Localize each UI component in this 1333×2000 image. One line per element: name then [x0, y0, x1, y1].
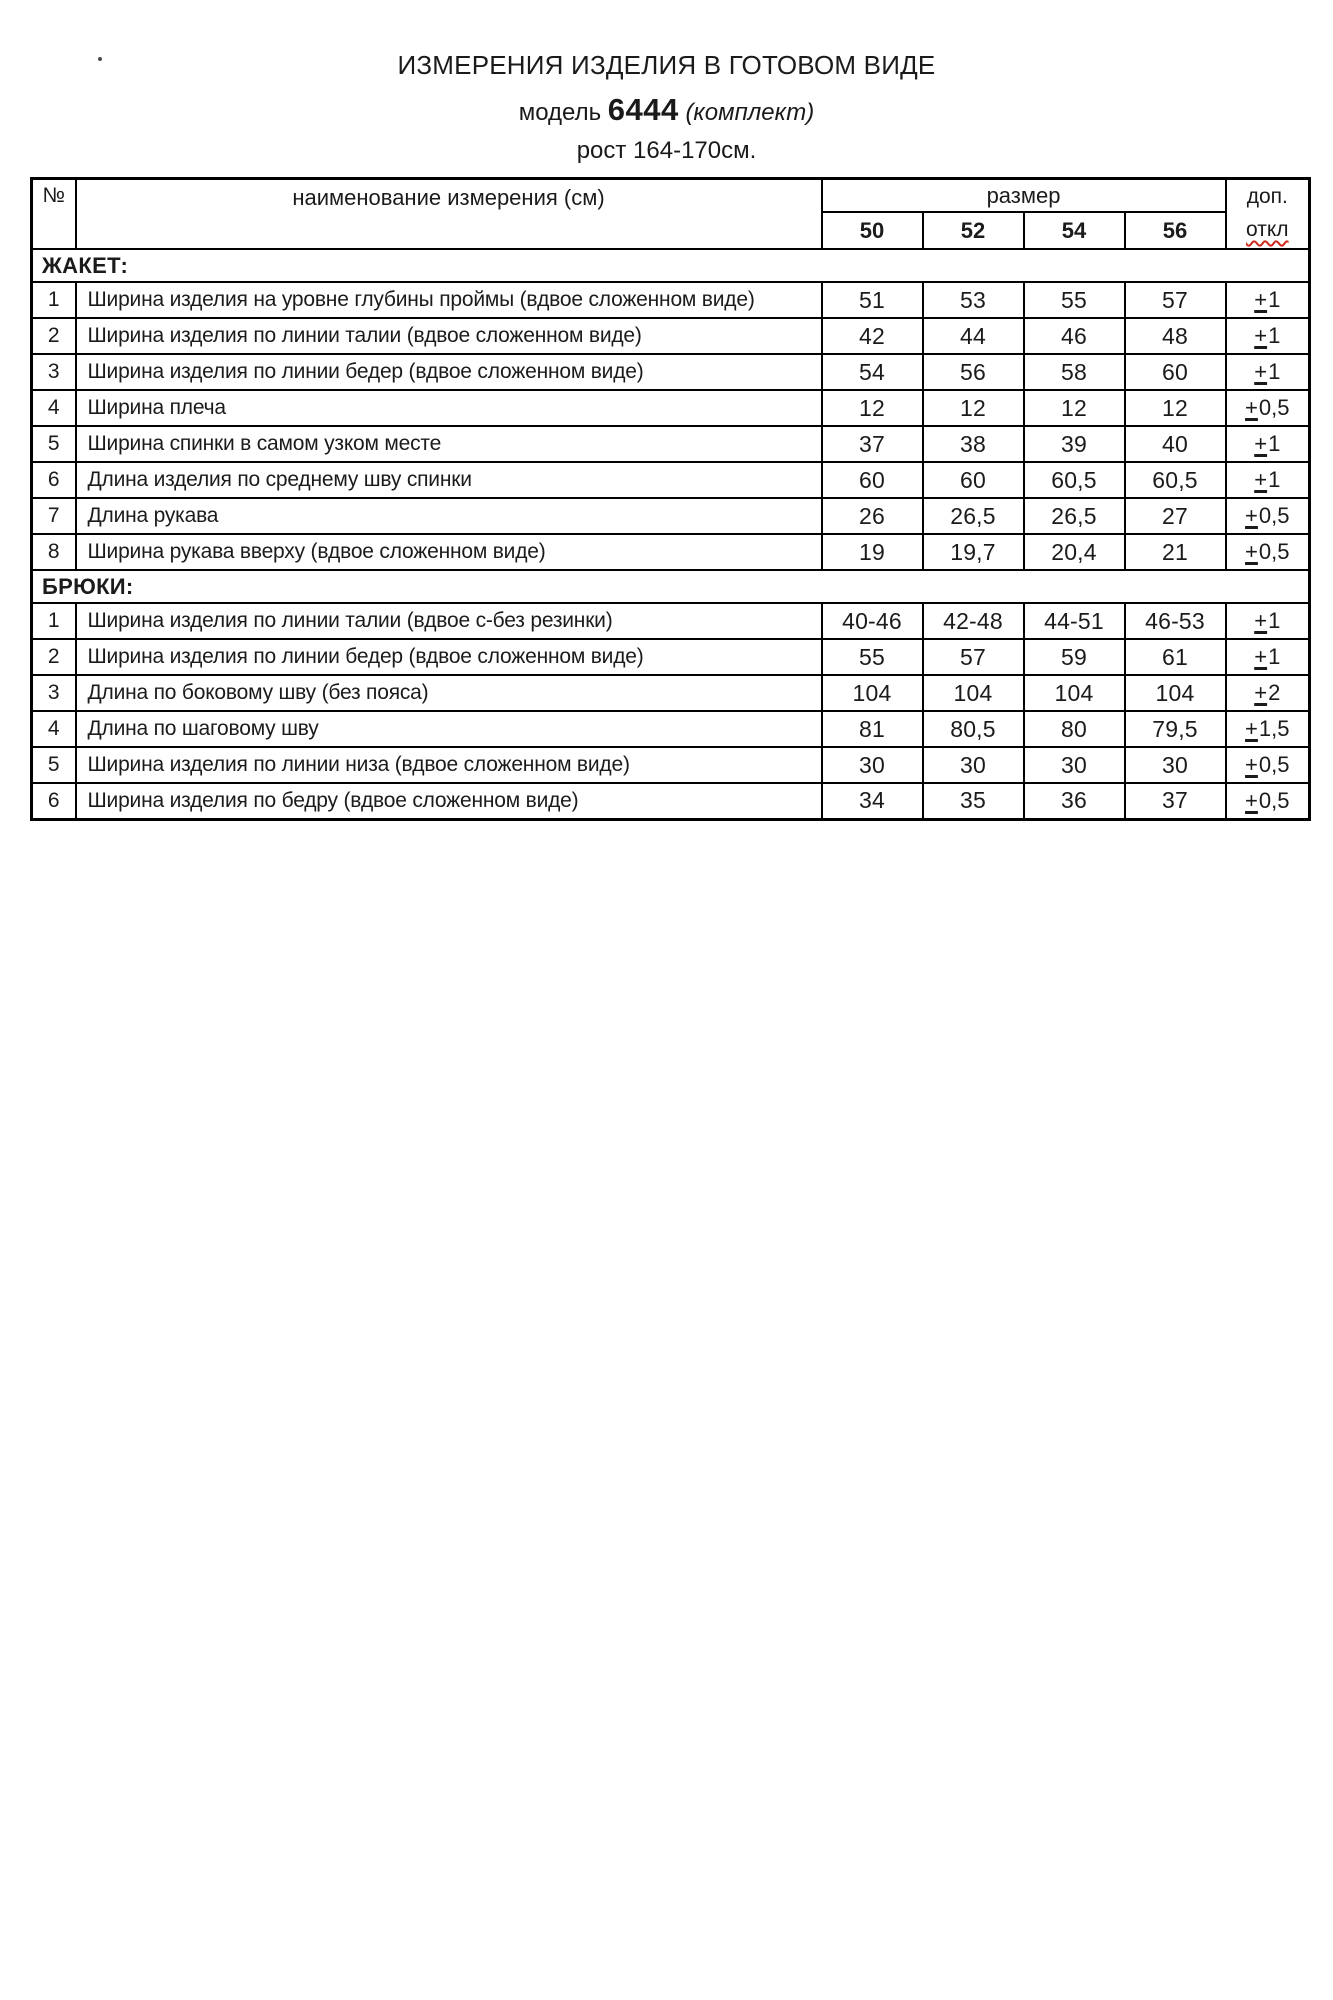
size-value: 56	[923, 354, 1024, 390]
deviation-value: +2	[1226, 675, 1310, 711]
size-value: 12	[822, 390, 923, 426]
row-number: 8	[32, 534, 76, 570]
size-value: 55	[1024, 282, 1125, 318]
size-value: 81	[822, 711, 923, 747]
size-value: 44	[923, 318, 1024, 354]
size-value: 39	[1024, 426, 1125, 462]
size-value: 60,5	[1024, 462, 1125, 498]
size-value: 53	[923, 282, 1024, 318]
size-value: 35	[923, 783, 1024, 819]
measurement-name: Ширина изделия на уровне глубины проймы (вдвое сложенном виде)	[76, 282, 822, 318]
table-row	[32, 318, 1310, 354]
size-value: 30	[1024, 747, 1125, 783]
size-value: 104	[1125, 675, 1226, 711]
row-number: 4	[32, 390, 76, 426]
size-value: 19	[822, 534, 923, 570]
size-value: 26,5	[1024, 498, 1125, 534]
measurement-name: Длина по боковому шву (без пояса)	[76, 675, 822, 711]
section-label: ЖАКЕТ:	[32, 249, 1310, 282]
measurement-name: Ширина изделия по линии талии (вдвое с-без резинки)	[76, 603, 822, 639]
size-value: 27	[1125, 498, 1226, 534]
table-header	[32, 179, 1310, 250]
deviation-value: +0,5	[1226, 747, 1310, 783]
size-value: 30	[923, 747, 1024, 783]
height-line: рост 164-170см.	[576, 137, 757, 164]
table-row	[32, 747, 1310, 783]
size-value: 57	[923, 639, 1024, 675]
column-header-measurement-name: наименование измерения (см)	[76, 179, 822, 250]
deviation-value: +0,5	[1226, 390, 1310, 426]
size-value: 42	[822, 318, 923, 354]
document-header	[0, 0, 1333, 165]
size-value: 34	[822, 783, 923, 819]
size-value: 37	[1125, 783, 1226, 819]
size-value: 30	[822, 747, 923, 783]
table-row	[32, 462, 1310, 498]
row-number: 5	[32, 426, 76, 462]
size-value: 21	[1125, 534, 1226, 570]
table-body	[32, 249, 1310, 819]
row-number: 2	[32, 639, 76, 675]
size-value: 38	[923, 426, 1024, 462]
model-number: 6444	[607, 92, 679, 127]
size-value: 58	[1024, 354, 1125, 390]
table-section-row	[32, 249, 1310, 282]
size-value: 26	[822, 498, 923, 534]
column-header-size-52: 52	[923, 212, 1024, 249]
measurement-name: Ширина изделия по бедру (вдвое сложенном виде)	[76, 783, 822, 819]
measurement-name: Ширина изделия по линии бедер (вдвое сложенном виде)	[76, 639, 822, 675]
row-number: 1	[32, 282, 76, 318]
size-value: 12	[1125, 390, 1226, 426]
column-header-size-group: размер	[822, 179, 1226, 213]
table-section-row	[32, 570, 1310, 603]
measurement-name: Длина изделия по среднему шву спинки	[76, 462, 822, 498]
row-number: 1	[32, 603, 76, 639]
row-number: 6	[32, 462, 76, 498]
measurement-name: Ширина рукава вверху (вдвое сложенном виде)	[76, 534, 822, 570]
row-number: 6	[32, 783, 76, 819]
table-row	[32, 354, 1310, 390]
deviation-value: +0,5	[1226, 534, 1310, 570]
deviation-value: +1	[1226, 354, 1310, 390]
row-number: 3	[32, 354, 76, 390]
size-value: 46-53	[1125, 603, 1226, 639]
table-row	[32, 675, 1310, 711]
table-row	[32, 711, 1310, 747]
size-value: 79,5	[1125, 711, 1226, 747]
size-value: 46	[1024, 318, 1125, 354]
size-value: 19,7	[923, 534, 1024, 570]
row-number: 7	[32, 498, 76, 534]
deviation-value: +1,5	[1226, 711, 1310, 747]
deviation-value: +1	[1226, 282, 1310, 318]
measurement-name: Длина рукава	[76, 498, 822, 534]
table-row	[32, 783, 1310, 819]
deviation-value: +1	[1226, 603, 1310, 639]
size-value: 37	[822, 426, 923, 462]
table-row	[32, 390, 1310, 426]
deviation-header-line2: откл	[1246, 218, 1289, 241]
measurements-table	[30, 177, 1311, 821]
measurement-name: Ширина изделия по линии низа (вдвое сложенном виде)	[76, 747, 822, 783]
size-value: 59	[1024, 639, 1125, 675]
size-value: 60	[822, 462, 923, 498]
table-row	[32, 498, 1310, 534]
column-header-size-54: 54	[1024, 212, 1125, 249]
column-header-deviation	[1226, 179, 1310, 250]
measurement-name: Ширина изделия по линии бедер (вдвое сложенном виде)	[76, 354, 822, 390]
table-row	[32, 639, 1310, 675]
deviation-value: +0,5	[1226, 498, 1310, 534]
size-value: 44-51	[1024, 603, 1125, 639]
size-value: 80	[1024, 711, 1125, 747]
deviation-value: +1	[1226, 639, 1310, 675]
size-value: 30	[1125, 747, 1226, 783]
model-line	[0, 93, 1333, 130]
measurement-name: Ширина изделия по линии талии (вдвое сложенном виде)	[76, 318, 822, 354]
table-row	[32, 426, 1310, 462]
size-value: 61	[1125, 639, 1226, 675]
size-value: 12	[1024, 390, 1125, 426]
row-number: 2	[32, 318, 76, 354]
size-value: 48	[1125, 318, 1226, 354]
size-value: 57	[1125, 282, 1226, 318]
model-label: модель	[518, 99, 602, 126]
model-suffix: (комплект)	[685, 99, 815, 126]
deviation-value: +1	[1226, 426, 1310, 462]
size-value: 60	[923, 462, 1024, 498]
size-value: 42-48	[923, 603, 1024, 639]
size-value: 51	[822, 282, 923, 318]
size-value: 40-46	[822, 603, 923, 639]
deviation-header-line1: доп.	[1246, 185, 1288, 208]
size-value: 104	[822, 675, 923, 711]
size-value: 104	[1024, 675, 1125, 711]
table-row	[32, 534, 1310, 570]
size-value: 12	[923, 390, 1024, 426]
size-value: 60	[1125, 354, 1226, 390]
size-value: 54	[822, 354, 923, 390]
size-value: 36	[1024, 783, 1125, 819]
row-number: 3	[32, 675, 76, 711]
deviation-value: +0,5	[1226, 783, 1310, 819]
measurement-name: Ширина плеча	[76, 390, 822, 426]
table-row	[32, 282, 1310, 318]
section-label: БРЮКИ:	[32, 570, 1310, 603]
size-value: 60,5	[1125, 462, 1226, 498]
deviation-value: +1	[1226, 318, 1310, 354]
size-value: 80,5	[923, 711, 1024, 747]
document-title: ИЗМЕРЕНИЯ ИЗДЕЛИЯ В ГОТОВОМ ВИДЕ	[397, 50, 936, 80]
column-header-size-56: 56	[1125, 212, 1226, 249]
measurement-name: Длина по шаговому шву	[76, 711, 822, 747]
size-value: 26,5	[923, 498, 1024, 534]
size-value: 40	[1125, 426, 1226, 462]
column-header-number: №	[32, 179, 76, 250]
table-row	[32, 603, 1310, 639]
size-value: 55	[822, 639, 923, 675]
measurement-name: Ширина спинки в самом узком месте	[76, 426, 822, 462]
row-number: 5	[32, 747, 76, 783]
column-header-size-50: 50	[822, 212, 923, 249]
size-value: 20,4	[1024, 534, 1125, 570]
size-value: 104	[923, 675, 1024, 711]
stray-ink-dot	[98, 57, 102, 61]
row-number: 4	[32, 711, 76, 747]
deviation-value: +1	[1226, 462, 1310, 498]
